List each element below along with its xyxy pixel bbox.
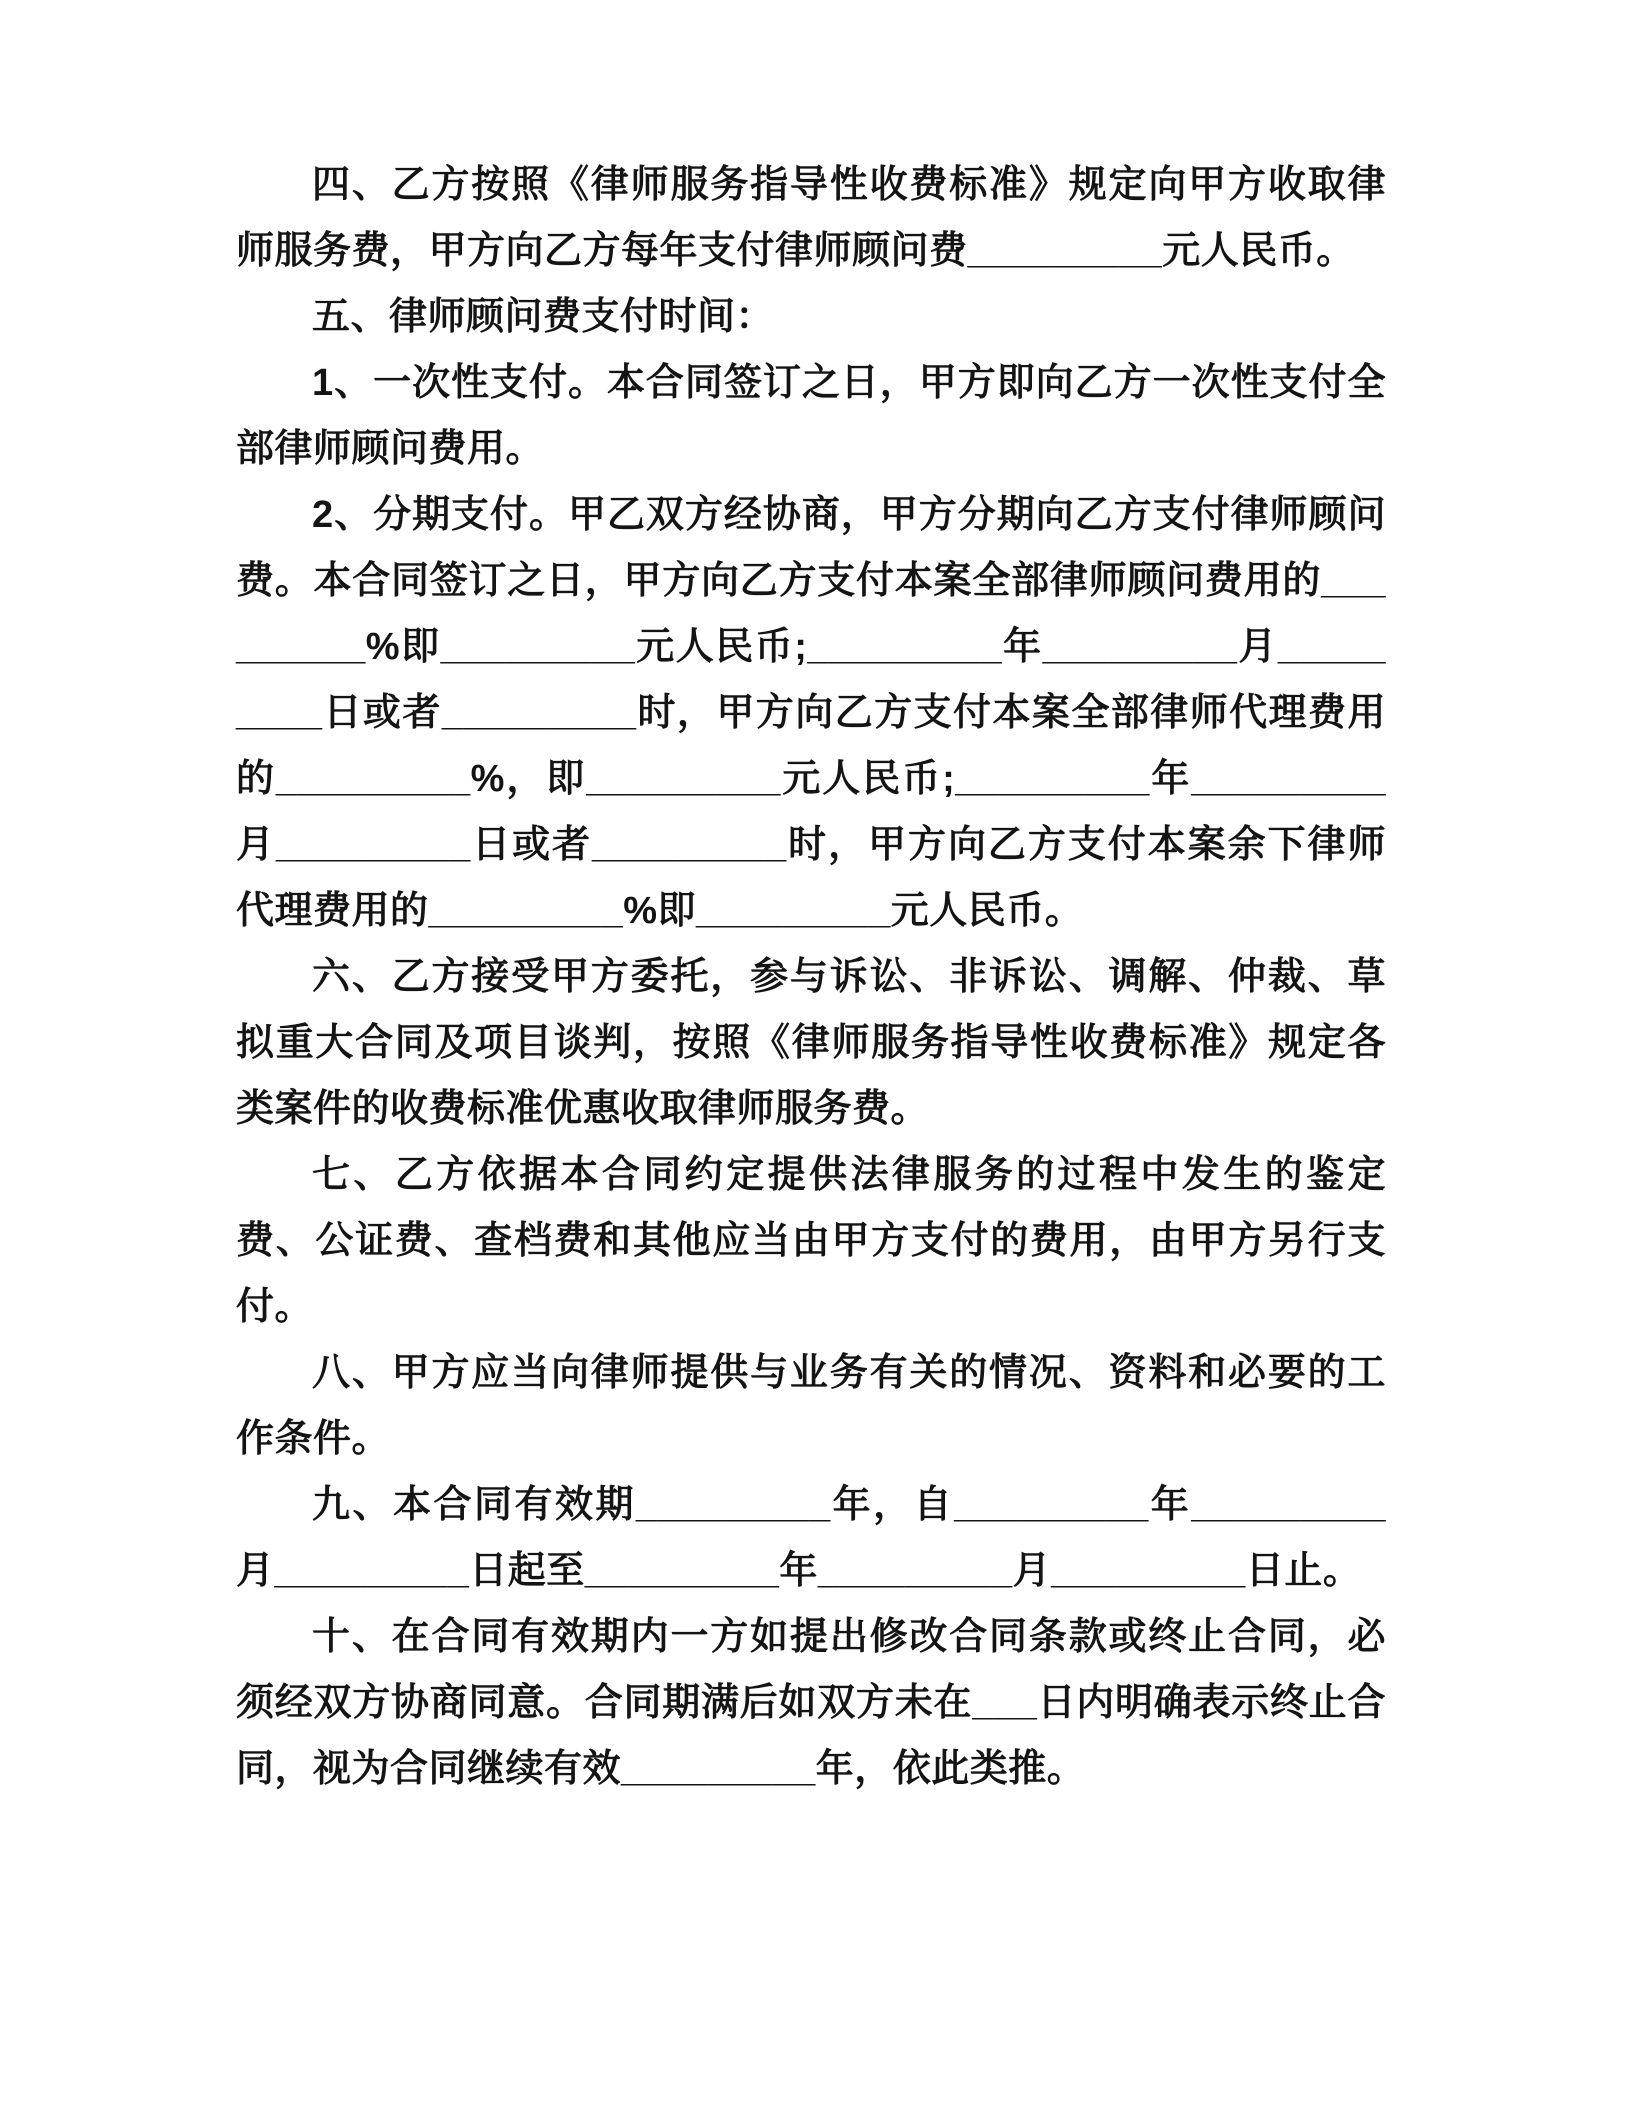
- clause-8: 八、甲方应当向律师提供与业务有关的情况、资料和必要的工作条件。: [236, 1352, 1386, 1460]
- clause-4: 四、乙方按照《律师服务指导性收费标准》规定向甲方收取律师服务费，甲方向乙方每年支付律师顾问费_________元人民币。: [236, 164, 1386, 272]
- clause-5-item-2: 2、分期支付。甲乙双方经协商，甲方分期向乙方支付律师顾问费。本合同签订之日，甲方向乙方支付本案全部律师顾问费用的_________%即_________元人民币;_________年_________月_________日或者_________时，甲方向乙方支付本案全部律师代理费用的_________%，即_________元人民币;_________年_________月_________日或者_________时，甲方向乙方支付本案余下律师代理费用的_________%即_________元人民币。: [236, 494, 1386, 932]
- clause-5-item-1: 1、一次性支付。本合同签订之日，甲方即向乙方一次性支付全部律师顾问费用。: [236, 362, 1386, 470]
- clause-9: 九、本合同有效期_________年，自_________年_________月_________日起至_________年_________月_________日止。: [236, 1484, 1386, 1592]
- clause-5: 五、律师顾问费支付时间：: [312, 296, 775, 338]
- clause-10: 十、在合同有效期内一方如提出修改合同条款或终止合同，必须经双方协商同意。合同期满后如双方未在___日内明确表示终止合同，视为合同继续有效_________年，依此类推。: [236, 1616, 1386, 1790]
- clause-7: 七、乙方依据本合同约定提供法律服务的过程中发生的鉴定费、公证费、查档费和其他应当由甲方支付的费用，由甲方另行支付。: [236, 1154, 1386, 1328]
- contract-text-block: [236, 152, 1386, 1802]
- clause-6: 六、乙方接受甲方委托，参与诉讼、非诉讼、调解、仲裁、草拟重大合同及项目谈判，按照《律师服务指导性收费标准》规定各类案件的收费标准优惠收取律师服务费。: [236, 956, 1386, 1130]
